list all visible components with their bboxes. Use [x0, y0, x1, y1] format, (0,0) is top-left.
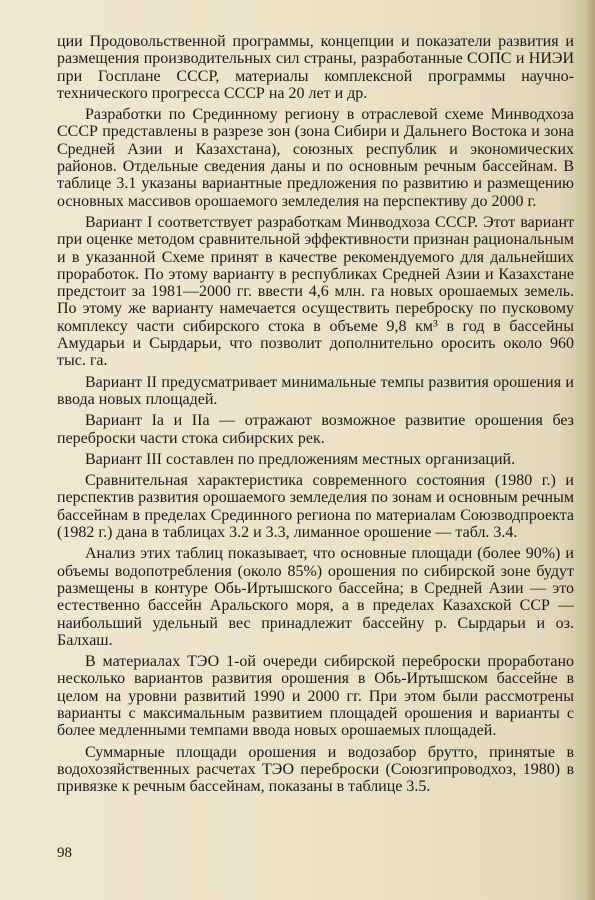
paragraph-table-analysis: Анализ этих таблиц показывает, что основные площади (более 90%) и объемы водопотребления (около 85%) орошения по сибирской зоне будут размещены в контуре Обь-Иртышского бассейна; в Средней Азии — это естественно бассейн Аральского моря, а в пределах Казахской ССР — наибольший удельный вес принадлежит бассейну р. Сырдарьи и оз. Балхаш. — [57, 545, 574, 649]
paragraph-variant-3: Вариант III составлен по предложениям местных организаций. — [85, 450, 516, 468]
paragraph-total-irrigation-areas: Суммарные площади орошения и водозабор брутто, принятые в водохозяйственных расчетах ТЭО переброски (Союзгипроводхоз, 1980) в привязке к речным бассейнам, показаны в таблице 3.5. — [57, 743, 574, 796]
body-text — [57, 33, 574, 799]
paragraph-variant-1: Вариант I соответствует разработкам Минводхоза СССР. Этот вариант при оценке методом сравнительной эффективности признан рациональным и в указанной Схеме принят в качестве рекомендуемого для дальнейших проработок. По этому варианту в республиках Средней Азии и Казахстане предстоит за 1981—2000 гг. ввести 4,6 млн. га новых орошаемых земель. По этому же варианту намечается осуществить переброску по пусковому комплексу части сибирского стока в объеме 9,8 км³ в год в бассейны Амударьи и Сырдарьи, что позволит дополнительно оросить около 960 тыс. га. — [57, 213, 574, 370]
paragraph-variant-2: Вариант II предусматривает минимальные темпы развития орошения и ввода новых площадей. — [57, 373, 574, 408]
page-number: 98 — [57, 845, 72, 861]
page-edge-shadow — [585, 0, 595, 900]
paragraph-variant-1a-2a: Вариант Iа и IIа — отражают возможное развитие орошения без переброски части стока сибирских рек. — [57, 412, 574, 447]
paragraph-comparative-characteristic: Сравнительная характеристика современного состояния (1980 г.) и перспектив развития орошаемого земледелия по зонам и основным речным бассейнам в пределах Срединного региона по материалам Союзводпроекта (1982 г.) дана в таблицах 3.2 и 3.3, лиманное орошение — табл. 3.4. — [57, 472, 574, 542]
paragraph-regional-developments: Разработки по Срединному региону в отраслевой схеме Минводхоза СССР представлены в разрезе зон (зона Сибири и Дальнего Востока и зона Средней Азии и Казахстана), союзных республик и экономических районов. Отдельные сведения даны и по основным речным бассейнам. В таблице 3.1 указаны вариантные предложения по развитию и размещению основных массивов орошаемого земледелия на перспективу до 2000 г. — [57, 106, 574, 210]
paragraph-teo-materials: В материалах ТЭО 1-ой очереди сибирской переброски проработано несколько вариантов развития орошения в Обь-Иртышском бассейне в целом на уровни развитий 1990 и 2000 гг. При этом были рассмотрены варианты с максимальным развитием площадей орошения и варианты с более медленными темпами ввода новых орошаемых площадей. — [57, 653, 574, 740]
paragraph-continuation: ции Продовольственной программы, концепции и показатели развития и размещения производительных сил страны, разработанные СОПС и НИЭИ при Госплане СССР, материалы комплексной программы научно-технического прогресса СССР на 20 лет и др. — [57, 33, 574, 102]
